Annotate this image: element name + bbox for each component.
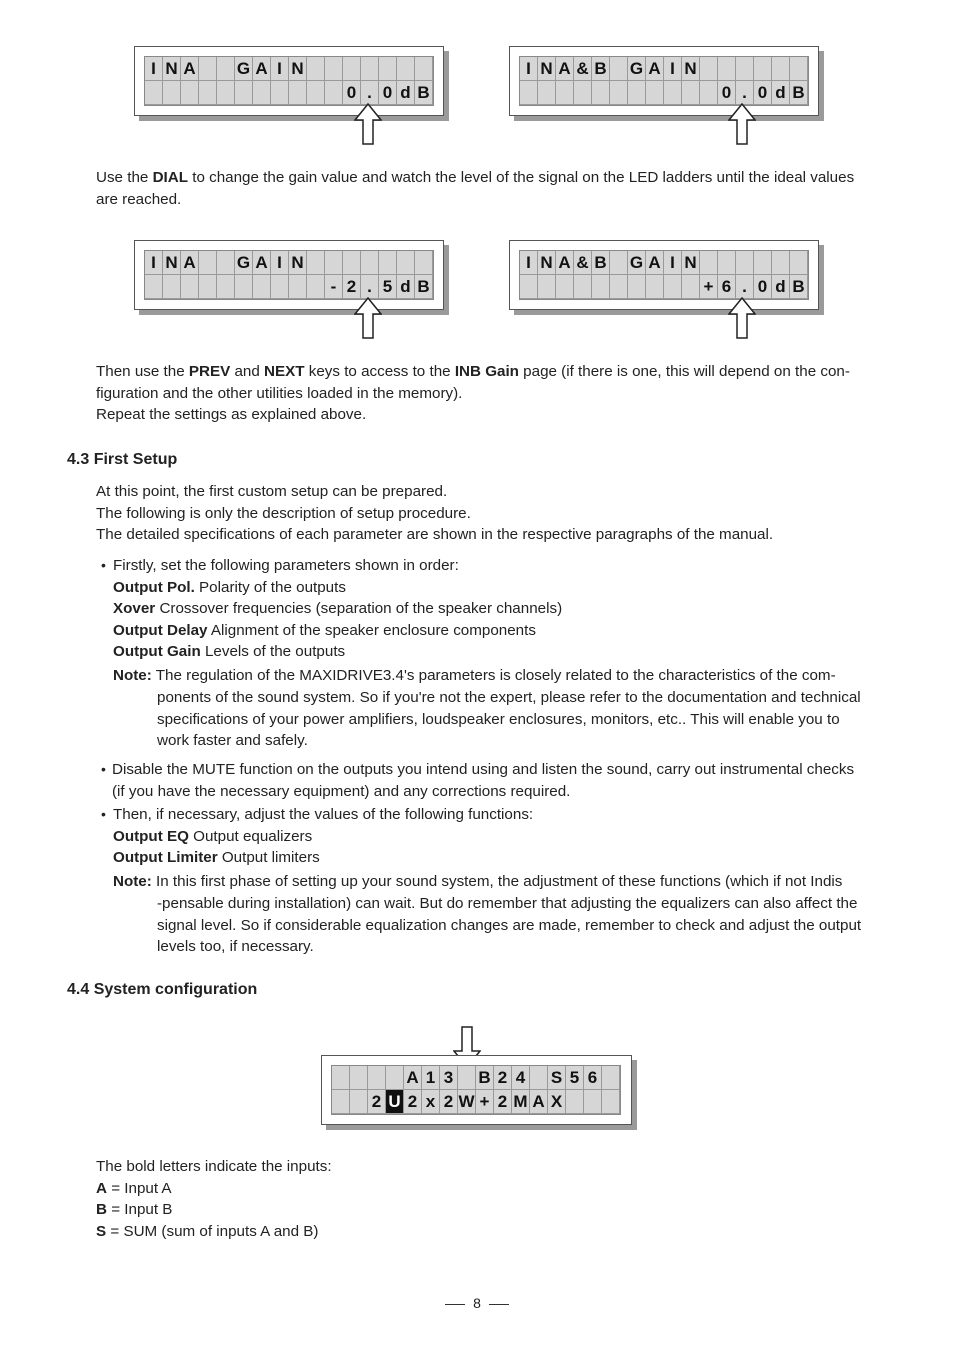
lcd-char: N [682,57,700,81]
lcd-char [379,251,397,275]
lcd-char [754,57,772,81]
lcd-char [350,1090,368,1114]
lcd-char [682,275,700,299]
lcd-char [718,57,736,81]
lcd-char [610,251,628,275]
lcd-char: B [476,1066,494,1090]
lcd-char [350,1066,368,1090]
lcd-char [368,1066,386,1090]
lcd-char [574,81,592,105]
section-heading-system-configuration: 4.4 System configuration [67,981,258,998]
lcd-char [574,275,592,299]
lcd-char: N [289,57,307,81]
lcd-char [584,1090,602,1114]
lcd-char: . [361,81,379,105]
lcd-char [602,1090,620,1114]
lcd-display-inab-gain-adjusted [509,240,819,310]
lcd-char [718,251,736,275]
lcd-char [199,275,217,299]
lcd-char: M [512,1090,530,1114]
lcd-char: B [415,275,433,299]
bullet-dot: • [101,557,106,573]
lcd-char [556,81,574,105]
lcd-char: I [145,251,163,275]
lcd-char [325,57,343,81]
lcd-char: N [289,251,307,275]
lcd-char: A [646,251,664,275]
lcd-char [386,1066,404,1090]
lcd-char: A [530,1090,548,1114]
lcd-char: . [361,275,379,299]
lcd-char: I [520,251,538,275]
lcd-char [530,1066,548,1090]
lcd-char: B [415,81,433,105]
up-arrow-icon [354,297,382,339]
lcd-char [520,275,538,299]
lcd-char [163,81,181,105]
lcd-char [397,251,415,275]
lcd-char [307,81,325,105]
lcd-char [307,251,325,275]
lcd-char: N [538,57,556,81]
bullet-disable-mute: Disable the MUTE function on the outputs you intend using and listen the sound, carry out instrumental checks (if you have the necessary equipment) and any corrections required. [112,761,855,800]
lcd-char [343,57,361,81]
lcd-char: G [628,57,646,81]
lcd-char [181,275,199,299]
lcd-char [271,81,289,105]
lcd-char: B [592,251,610,275]
lcd-char [397,57,415,81]
lcd-char [379,57,397,81]
lcd-char [538,275,556,299]
lcd-char [700,81,718,105]
lcd-char [610,275,628,299]
note-first-phase-cont: -pensable during installation) can wait. But do remember that adjusting the equalizers can also affect the signal level. So if considerable equalization changes are made, remember to check and adjust the output levels too, if necessary. [157,895,862,955]
up-arrow-icon [728,297,756,339]
lcd-char: 6 [584,1066,602,1090]
lcd-char: N [163,57,181,81]
lcd-char: A [181,251,199,275]
lcd-char: G [628,251,646,275]
lcd-char [289,275,307,299]
lcd-char [217,275,235,299]
lcd-char: 0 [754,81,772,105]
lcd-char: & [574,251,592,275]
lcd-char: G [235,251,253,275]
lcd-char [325,251,343,275]
lcd-char: A [253,251,271,275]
note-regulation: Note: The regulation of the MAXIDRIVE3.4's parameters is closely related to the characteristics of the com- [113,667,836,684]
lcd-char: . [736,275,754,299]
lcd-char [235,275,253,299]
lcd-char: B [790,275,808,299]
lcd-char [610,57,628,81]
lcd-char: B [790,81,808,105]
lcd-char: A [253,57,271,81]
lcd-char: d [772,81,790,105]
lcd-char: x [422,1090,440,1114]
lcd-char: 0 [343,81,361,105]
lcd-grid [331,1065,621,1115]
lcd-char: I [271,57,289,81]
lcd-char: N [538,251,556,275]
lcd-char [361,251,379,275]
lcd-char: 6 [718,275,736,299]
lcd-char: + [476,1090,494,1114]
lcd-char: 0 [754,275,772,299]
lcd-char [217,57,235,81]
lcd-char [754,251,772,275]
lcd-char: 1 [422,1066,440,1090]
lcd-char: I [520,57,538,81]
first-setup-intro: At this point, the first custom setup can be prepared. The following is only the description of setup procedure. The detailed specifications of each parameter are shown in the respective paragraphs of the manual. [96,483,774,543]
lcd-char [217,251,235,275]
lcd-char [772,251,790,275]
lcd-char [145,275,163,299]
lcd-char [181,81,199,105]
lcd-char [332,1090,350,1114]
lcd-char: d [397,275,415,299]
lcd-char: U [386,1090,404,1114]
lcd-char [790,57,808,81]
lcd-char [271,275,289,299]
lcd-char: I [664,251,682,275]
lcd-char [628,275,646,299]
lcd-char: 2 [494,1066,512,1090]
lcd-char [628,81,646,105]
lcd-char [163,275,181,299]
section-heading-first-setup: 4.3 First Setup [67,451,178,468]
lcd-char: N [682,251,700,275]
lcd-char: & [574,57,592,81]
bullet-adjust-functions: Then, if necessary, adjust the values of the following functions: Output EQ Output equalizers Output Limiter Output limiters [113,806,534,866]
lcd-char [790,251,808,275]
prev-next-instruction: Then use the PREV and NEXT keys to access to the INB Gain page (if there is one, this will depend on the con- figuration and the other utilities loaded in the memory). Repeat the settings as explained above. [96,363,850,423]
lcd-char [538,81,556,105]
lcd-char [145,81,163,105]
lcd-char [253,275,271,299]
lcd-char [602,1066,620,1090]
lcd-char [415,57,433,81]
lcd-char [700,251,718,275]
lcd-char: 2 [343,275,361,299]
lcd-display-ina-gain [134,46,444,116]
lcd-char [235,81,253,105]
lcd-char: B [592,57,610,81]
lcd-char [646,81,664,105]
lcd-char [199,251,217,275]
page-footer [0,1295,954,1311]
lcd-char: d [772,275,790,299]
lcd-char: S [548,1066,566,1090]
lcd-char: A [404,1066,422,1090]
lcd-char [307,57,325,81]
lcd-display-inab-gain [509,46,819,116]
lcd-char [253,81,271,105]
inputs-legend: The bold letters indicate the inputs: A = Input A B = Input B S = SUM (sum of inputs A and B) [96,1158,332,1240]
lcd-char: A [556,57,574,81]
lcd-char [415,251,433,275]
lcd-char [610,81,628,105]
lcd-char: 2 [404,1090,422,1114]
lcd-char [566,1090,584,1114]
lcd-char [646,275,664,299]
lcd-char [325,81,343,105]
bullet-set-parameters: Firstly, set the following parameters shown in order: Output Pol. Polarity of the outputs Xover Crossover frequencies (separation of the speaker channels) Output Delay Alignment of the speaker enclosure components Output Gain Levels of the outputs [113,557,563,660]
lcd-char [332,1066,350,1090]
lcd-char [700,57,718,81]
lcd-char [556,275,574,299]
lcd-char: W [458,1090,476,1114]
lcd-char: G [235,57,253,81]
note-regulation-cont: ponents of the sound system. So if you're not the expert, please refer to the documentation and technical specifications of your power amplifiers, loudspeaker enclosures, monitors, etc.. This will enable you to work faster and safely. [157,689,861,749]
lcd-char [772,57,790,81]
lcd-char [682,81,700,105]
lcd-grid [519,56,809,106]
lcd-char: I [664,57,682,81]
lcd-char: 2 [494,1090,512,1114]
lcd-char: N [163,251,181,275]
lcd-char [592,81,610,105]
lcd-char [199,81,217,105]
up-arrow-icon [354,103,382,145]
up-arrow-icon [728,103,756,145]
lcd-char [343,251,361,275]
lcd-char [736,57,754,81]
note-first-phase: Note: In this first phase of setting up your sound system, the adjustment of these functions (which if not Indis [113,873,843,890]
lcd-char: X [548,1090,566,1114]
lcd-grid [144,56,434,106]
dial-instruction: Use the DIAL to change the gain value and watch the level of the signal on the LED ladders until the ideal values are reached. [96,169,855,208]
lcd-char: 2 [440,1090,458,1114]
lcd-char: 0 [718,81,736,105]
lcd-char [664,275,682,299]
lcd-char: A [646,57,664,81]
lcd-char: 5 [566,1066,584,1090]
lcd-char: d [397,81,415,105]
lcd-display-system-config [321,1055,632,1125]
lcd-char: 3 [440,1066,458,1090]
lcd-display-ina-gain-adjusted [134,240,444,310]
bullet-dot: • [101,761,106,777]
lcd-char [361,57,379,81]
page-number: 8 [473,1295,481,1311]
lcd-char: + [700,275,718,299]
lcd-char: 2 [368,1090,386,1114]
lcd-char [458,1066,476,1090]
lcd-char: I [145,57,163,81]
lcd-grid [519,250,809,300]
bullet-dot: • [101,806,106,822]
lcd-char: - [325,275,343,299]
lcd-char [199,57,217,81]
lcd-char: . [736,81,754,105]
lcd-char: I [271,251,289,275]
lcd-char [592,275,610,299]
lcd-char: 0 [379,81,397,105]
lcd-char: 5 [379,275,397,299]
lcd-grid [144,250,434,300]
lcd-char [736,251,754,275]
lcd-char: A [556,251,574,275]
lcd-char [664,81,682,105]
lcd-char [520,81,538,105]
lcd-char: 4 [512,1066,530,1090]
lcd-char: A [181,57,199,81]
lcd-char [217,81,235,105]
lcd-char [289,81,307,105]
lcd-char [307,275,325,299]
